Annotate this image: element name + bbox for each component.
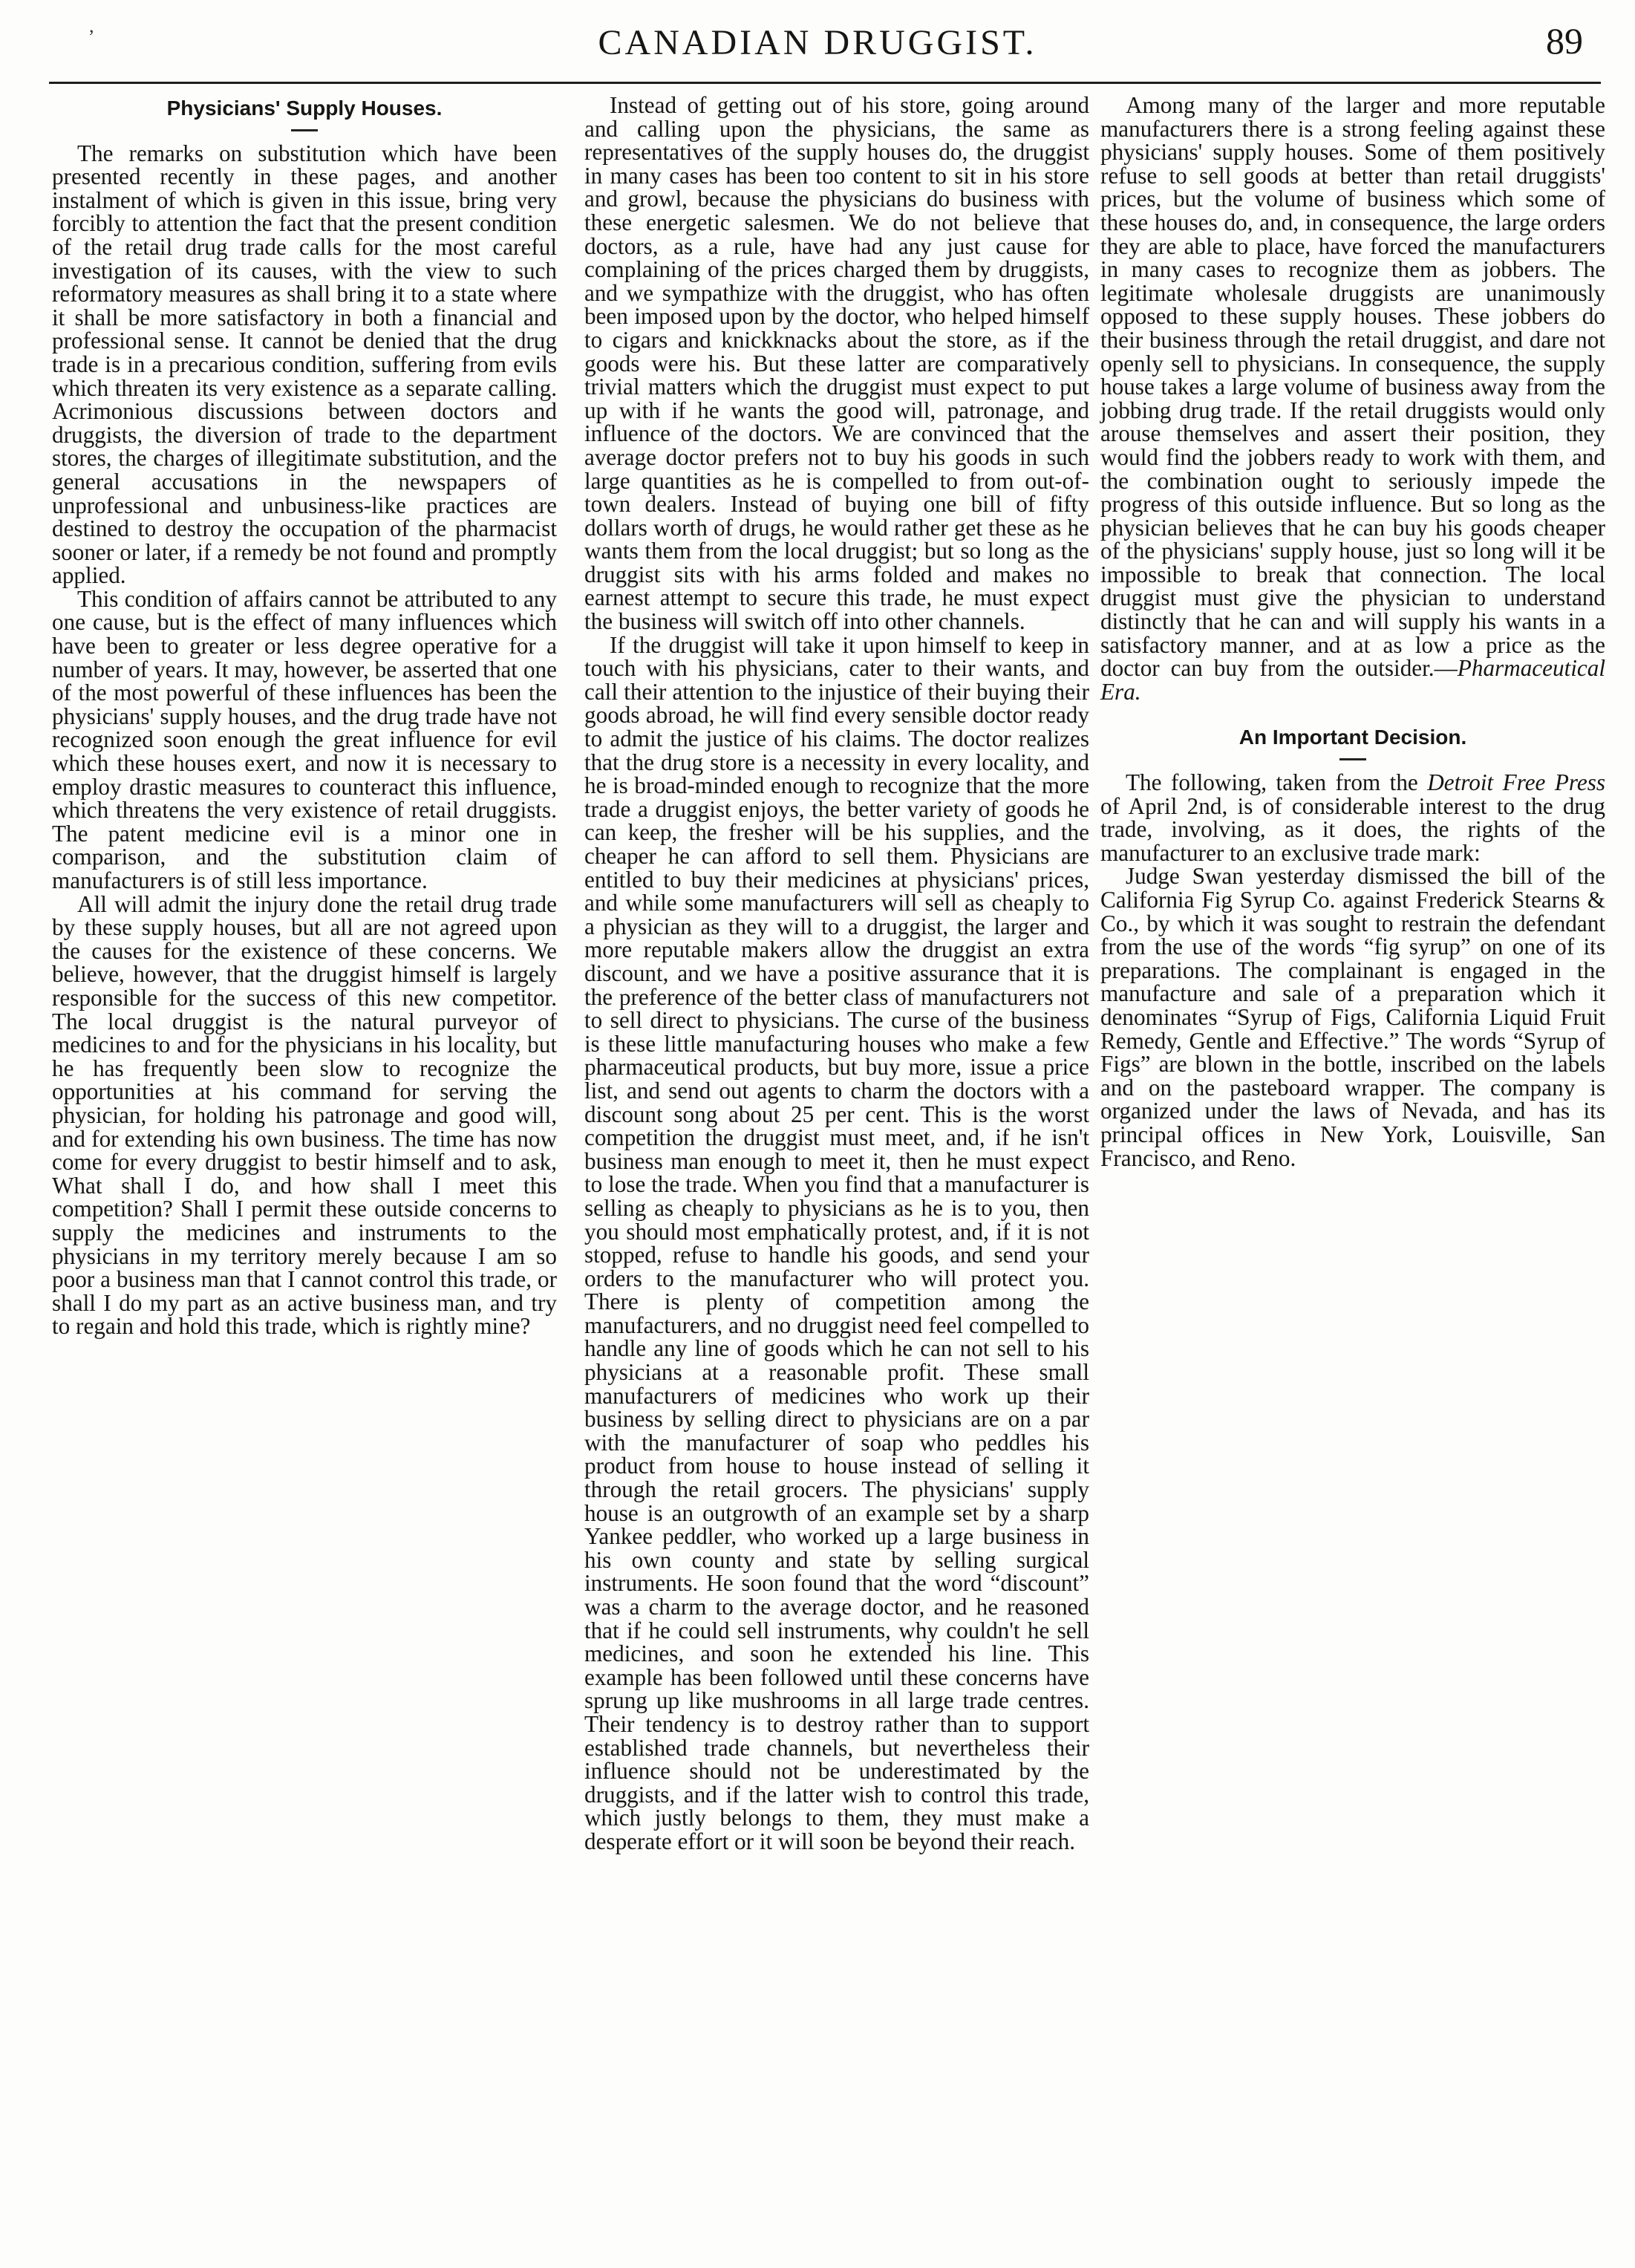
paragraph: Judge Swan yesterday dismissed the bill of the California Fig Syrup Co. against Frederick Stearns & Co., by which it was sought to restrain the defendant from the use of the words “fig syrup” on one of its preparations. The complainant is engaged in the manufacture and sale of a preparation which it denominates “Syrup of Figs, California Liquid Fruit Remedy, Gentle and Effective.” The words “Syrup of Figs” are blown in the bottle, inscribed on the labels and on the pasteboard wrapper. The company is organized under the laws of Nevada, and has its principal offices in New York, Louisville, San Francisco, and Reno. (1100, 863, 1605, 1171)
paragraph (1100, 94, 1605, 703)
paragraph: If the druggist will take it upon himself to keep in touch with his physicians, cater to their wants, and call their attention to the injustice of their buying their goods abroad, he will find every sensible doctor ready to admit the justice of his claims. The doctor realizes that the drug store is a necessity in every locality, and he is broad-minded enough to recognize that the more trade a druggist enjoys, the better variety of goods he can keep, the fresher will be his supplies, and the cheaper he can afford to sell them. Physicians are entitled to buy their medicines at physicians' prices, and while some manufacturers will sell as cheaply to a physician as they will to a druggist, the larger and more reputable makers allow the druggist an extra discount, and we have a positive assurance that it is the preference of the better class of manufacturers not to sell direct to physicians. The curse of the business is these little manufacturing houses who make a few pharmaceutical products, but buy more, issue a price list, and send out agents to charm the doctors with a discount song about 25 per cent. This is the worst competition the druggist must meet, and, if he isn't business man enough to meet it, then he must expect to lose the trade. When you find that a manufacturer is selling as cheaply to physicians as he is to you, then you should most emphatically protest, and, if it is not stopped, refuse to handle his goods, and send your orders to the manufacturer who will protect you. There is plenty of competition among the manufacturers, and no druggist need feel compelled to handle any line of goods which he can not sell to his physicians at a reasonable profit. These small manufacturers of medicines who work up their business by selling direct to physicians are on a par with the manufacturer of soap who peddles his product from house to house instead of selling it through the retail grocers. The physicians' supply house is an outgrowth of an example set by a sharp Yankee peddler, who worked up a large business in his own county and state by selling surgical instruments. He soon found that the word “discount” was a charm to the average doctor, and he reasoned that if he could sell instruments, why couldn't he sell medicines, and soon he extended his line. This example has been followed until these concerns have sprung up like mushrooms in all large trade centres. Their tendency is to destroy rather than to support established trade channels, but nevertheless their influence should not be underestimated by the druggists, and if the latter wish to control this trade, which justly belongs to them, they must make a desperate effort or it will soon be beyond their reach. (584, 631, 1089, 1854)
column-3 (1100, 94, 1605, 1170)
column-2 (584, 94, 1089, 1854)
title-dash (291, 129, 318, 131)
paragraph-text: The following, taken from the (1126, 769, 1428, 796)
article-title: An Important Decision. (1239, 726, 1467, 749)
column-1 (52, 94, 557, 1338)
running-head: CANADIAN DRUGGIST. (598, 23, 1037, 62)
paragraph: The remarks on substitution which have been presented recently in these pages, and another instalment of which is given in this issue, bring very forcibly to attention the fact that the present condition of the retail drug trade calls for the most careful investigation of its causes, with the view to such reformatory measures as shall bring it to a state where it shall be more satisfactory in both a financial and professional sense. It cannot be denied that the drug trade is in a precarious condition, suffering from evils which threaten its very existence as a separate calling. Acrimonious discussions between doctors and druggists, the diversion of trade to the department stores, the charges of illegitimate substitution, and the general accusations in the newspapers of unprofessional and unbusiness-like practices are destined to destroy the occupation of the pharmacist sooner or later, if a remedy be not found and promptly applied. (52, 140, 557, 589)
section-gap (1100, 703, 1605, 723)
source-credit: Pharmaceutical Era. (1100, 655, 1605, 705)
paragraph-text: Among many of the larger and more reputable manufacturers there is a strong feeling against these physicians' supply houses. Some of them positively refuse to sell goods at better than retail druggists' prices, but the volume of business which some of these houses do, and, in consequence, the large orders they are able to place, have forced the manufacturers in many cases to recognize them as jobbers. The legitimate wholesale druggists are unanimously opposed to these supply houses. These jobbers do their business through the retail druggist, and dare not openly sell to physicians. In consequence, the supply house takes a large volume of business away from the jobbing drug trade. If the retail druggists would only arouse themselves and assert their position, they would find the jobbers ready to work with them, and the combination ought to seriously impede the progress of this outside influence. But so long as the physician believes that he can buy his goods cheaper of the physicians' supply house, just so long will it be impossible to break that connection. The local druggist must give the physician to understand distinctly that he can and will supply his wants in a satisfactory manner, and at as low a price as the doctor can buy from the outsider.— (1100, 92, 1605, 682)
page-number: 89 (1546, 20, 1583, 62)
paragraph (1100, 771, 1605, 864)
paragraph-text: of April 2nd, is of considerable interest to the drug trade, involving, as it does, the rights of the manufacturer to an exclusive trade mark: (1100, 792, 1605, 866)
paragraph: This condition of affairs cannot be attributed to any one cause, but is the effect of many influences which have been to greater or less degree operative for a number of years. It may, however, be asserted that one of the most powerful of these influences has been the physicians' supply houses, and the drug trade have not recognized soon enough the great influence for evil which these houses exert, and now it is necessary to employ drastic measures to counteract this influence, which threatens the very existence of retail druggists. The patent medicine evil is a minor one in comparison, and the substitution claim of manufacturers is of still less importance. (52, 585, 557, 893)
article-title: Physicians' Supply Houses. (166, 97, 443, 120)
paragraph: Instead of getting out of his store, going around and calling upon the physicians, the same as representatives of the supply houses do, the druggist in many cases has been too content to sit in his store and growl, because the physicians do business with these energetic salesmen. We do not believe that doctors, as a rule, have had any just cause for complaining of the prices charged them by druggists, and we sympathize with the druggist, who has often been imposed upon by the doctor, who helped himself to cigars and knickknacks about the store, as if the goods were his. But these latter are comparatively trivial matters which the druggist must expect to put up with if he wants the good will, patronage, and influence of the doctors. We are convinced that the average doctor prefers not to buy his goods in such large quantities as he is compelled to from out-of-town dealers. Instead of buying one bill of fifty dollars worth of drugs, he would rather get these as he wants them from the local druggist; but so long as the druggist sits with his arms folded and makes no earnest attempt to secure this trade, he must expect the business will switch off into other channels. (584, 92, 1089, 635)
header-rule (49, 82, 1601, 84)
paragraph: All will admit the injury done the retail drug trade by these supply houses, but all are not agreed upon the causes for the existence of these concerns. We believe, however, that the druggist himself is largely responsible for the success of this new competitor. The local druggist is the natural purveyor of medicines to and for the physicians in his locality, but he has frequently been slow to recognize the opportunities at his command for serving the physician, for holding his patronage and good will, and for extending his own business. The time has now come for every druggist to bestir himself and to ask, What shall I do, and how shall I meet this competition? Shall I permit these outside concerns to supply the medicines and instruments to the physicians in my territory merely because I am so poor a business man that I cannot control this trade, or shall I do my part as an active business man, and try to regain and hold this trade, which is rightly mine? (52, 890, 557, 1340)
title-dash (1339, 758, 1366, 760)
margin-mark: , (89, 15, 94, 36)
newspaper-name: Detroit Free Press (1427, 769, 1606, 796)
